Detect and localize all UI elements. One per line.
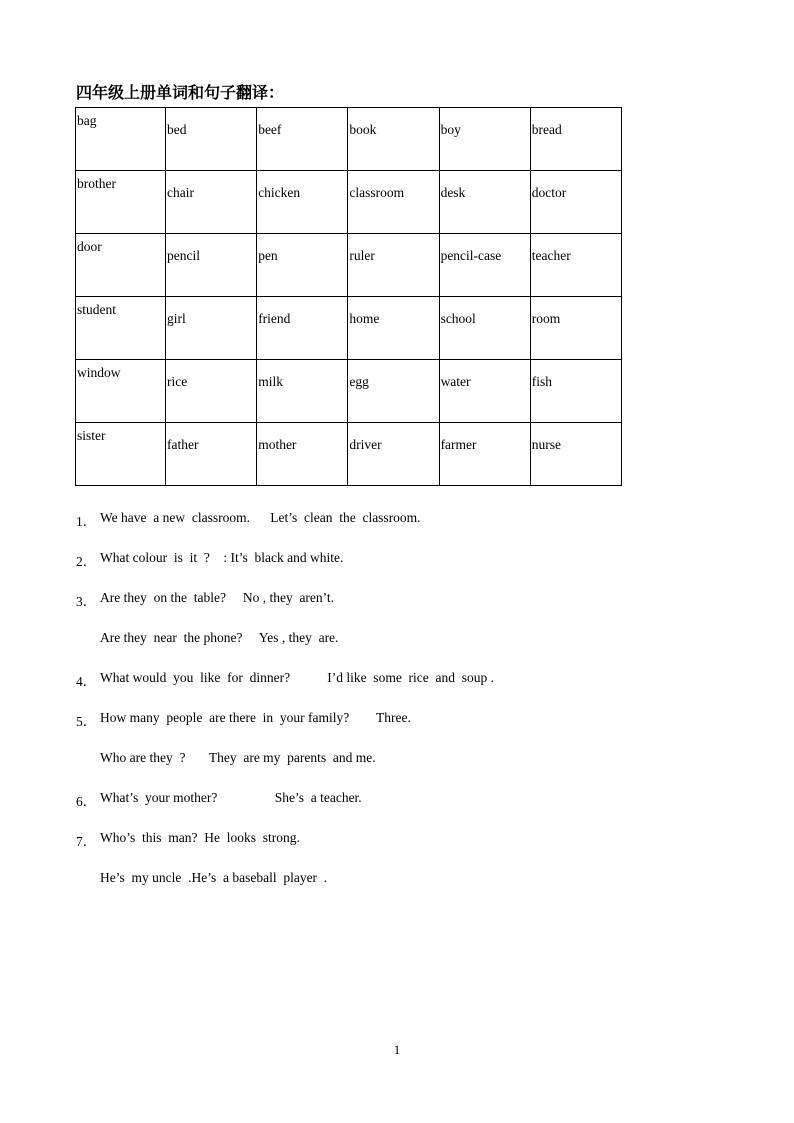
vocabulary-table <box>75 107 622 486</box>
table-cell <box>348 360 439 423</box>
vocab-word: pencil-case <box>440 248 502 263</box>
table-cell <box>439 297 530 360</box>
sentence-number: 5． <box>76 714 97 729</box>
table-cell <box>166 423 257 486</box>
sentence-text: Are they on the table? No , they aren’t. <box>100 590 335 605</box>
table-cell <box>530 423 621 486</box>
table-row <box>76 360 622 423</box>
table-cell <box>348 297 439 360</box>
table-cell <box>439 360 530 423</box>
table-cell <box>530 360 621 423</box>
table-cell <box>348 234 439 297</box>
vocab-word: classroom <box>349 185 405 200</box>
vocab-word: bag <box>77 113 97 128</box>
sentence-number: 2． <box>76 554 97 569</box>
sentence-number: 1． <box>76 514 97 529</box>
vocab-word: window <box>77 365 121 380</box>
vocab-word: room <box>531 311 561 326</box>
table-cell <box>439 171 530 234</box>
table-cell <box>76 234 166 297</box>
sentence-text: We have a new classroom. Let’s clean the classroom. <box>100 510 421 525</box>
page-number: 1 <box>393 1042 401 1057</box>
table-cell <box>76 171 166 234</box>
vocab-word: ruler <box>349 248 375 263</box>
vocab-word: teacher <box>531 248 571 263</box>
sentence-number: 4． <box>76 674 97 689</box>
sentence-text: What would you like for dinner? I’d like some rice and soup . <box>100 670 495 685</box>
vocab-word: pen <box>258 248 278 263</box>
vocab-word: chicken <box>258 185 301 200</box>
page-title: 四年级上册单词和句子翻译： <box>76 83 285 102</box>
vocab-word: brother <box>77 176 116 191</box>
table-cell <box>166 171 257 234</box>
sentence-text: He’s my uncle .He’s a baseball player . <box>100 870 328 885</box>
vocab-word: mother <box>258 437 297 452</box>
vocab-word: rice <box>167 374 188 389</box>
table-row <box>76 108 622 171</box>
table-cell <box>257 171 348 234</box>
table-cell <box>76 108 166 171</box>
vocab-word: milk <box>258 374 283 389</box>
table-cell <box>257 108 348 171</box>
vocab-word: school <box>440 311 476 326</box>
table-cell <box>166 108 257 171</box>
vocab-word: fish <box>531 374 552 389</box>
vocab-word: student <box>77 302 116 317</box>
table-cell <box>257 360 348 423</box>
sentence-text: What colour is it ? : It’s black and white. <box>100 550 344 565</box>
vocab-word: bed <box>167 122 187 137</box>
vocab-word: desk <box>440 185 466 200</box>
table-row <box>76 297 622 360</box>
table-cell <box>530 108 621 171</box>
table-cell <box>530 297 621 360</box>
table-row <box>76 234 622 297</box>
vocab-word: water <box>440 374 471 389</box>
vocab-word: driver <box>349 437 382 452</box>
table-cell <box>257 423 348 486</box>
table-cell <box>76 297 166 360</box>
vocab-word: pencil <box>167 248 200 263</box>
vocab-word: door <box>77 239 102 254</box>
table-cell <box>257 297 348 360</box>
sentence-number: 6． <box>76 794 97 809</box>
vocab-word: sister <box>77 428 106 443</box>
table-cell <box>530 234 621 297</box>
vocab-word: farmer <box>440 437 477 452</box>
vocab-word: chair <box>167 185 194 200</box>
vocab-word: egg <box>349 374 369 389</box>
table-cell <box>530 171 621 234</box>
vocab-word: nurse <box>531 437 561 452</box>
table-row <box>76 171 622 234</box>
table-cell <box>166 297 257 360</box>
vocab-word: beef <box>258 122 282 137</box>
sentence-text: Who’s this man? He looks strong. <box>100 830 300 845</box>
table-cell <box>439 423 530 486</box>
sentence-number: 7． <box>76 834 97 849</box>
table-cell <box>166 360 257 423</box>
vocab-word: book <box>349 122 377 137</box>
sentence-text: Are they near the phone? Yes , they are. <box>100 630 339 645</box>
vocab-word: bread <box>531 122 562 137</box>
sentence-number: 3． <box>76 594 97 609</box>
vocab-word: boy <box>440 122 461 137</box>
table-cell <box>439 108 530 171</box>
vocab-word: girl <box>167 311 186 326</box>
table-cell <box>348 423 439 486</box>
table-cell <box>348 171 439 234</box>
sentence-text: What’s your mother? She’s a teacher. <box>100 790 362 805</box>
sentence-text: How many people are there in your family? Three. <box>100 710 411 725</box>
vocab-word: friend <box>258 311 291 326</box>
table-row <box>76 423 622 486</box>
table-cell <box>348 108 439 171</box>
table-cell <box>76 423 166 486</box>
vocab-word: home <box>349 311 380 326</box>
table-cell <box>257 234 348 297</box>
sentence-text: Who are they ? They are my parents and me. <box>100 750 376 765</box>
vocab-word: doctor <box>531 185 567 200</box>
table-cell <box>439 234 530 297</box>
vocab-word: father <box>167 437 199 452</box>
table-cell <box>166 234 257 297</box>
table-cell <box>76 360 166 423</box>
